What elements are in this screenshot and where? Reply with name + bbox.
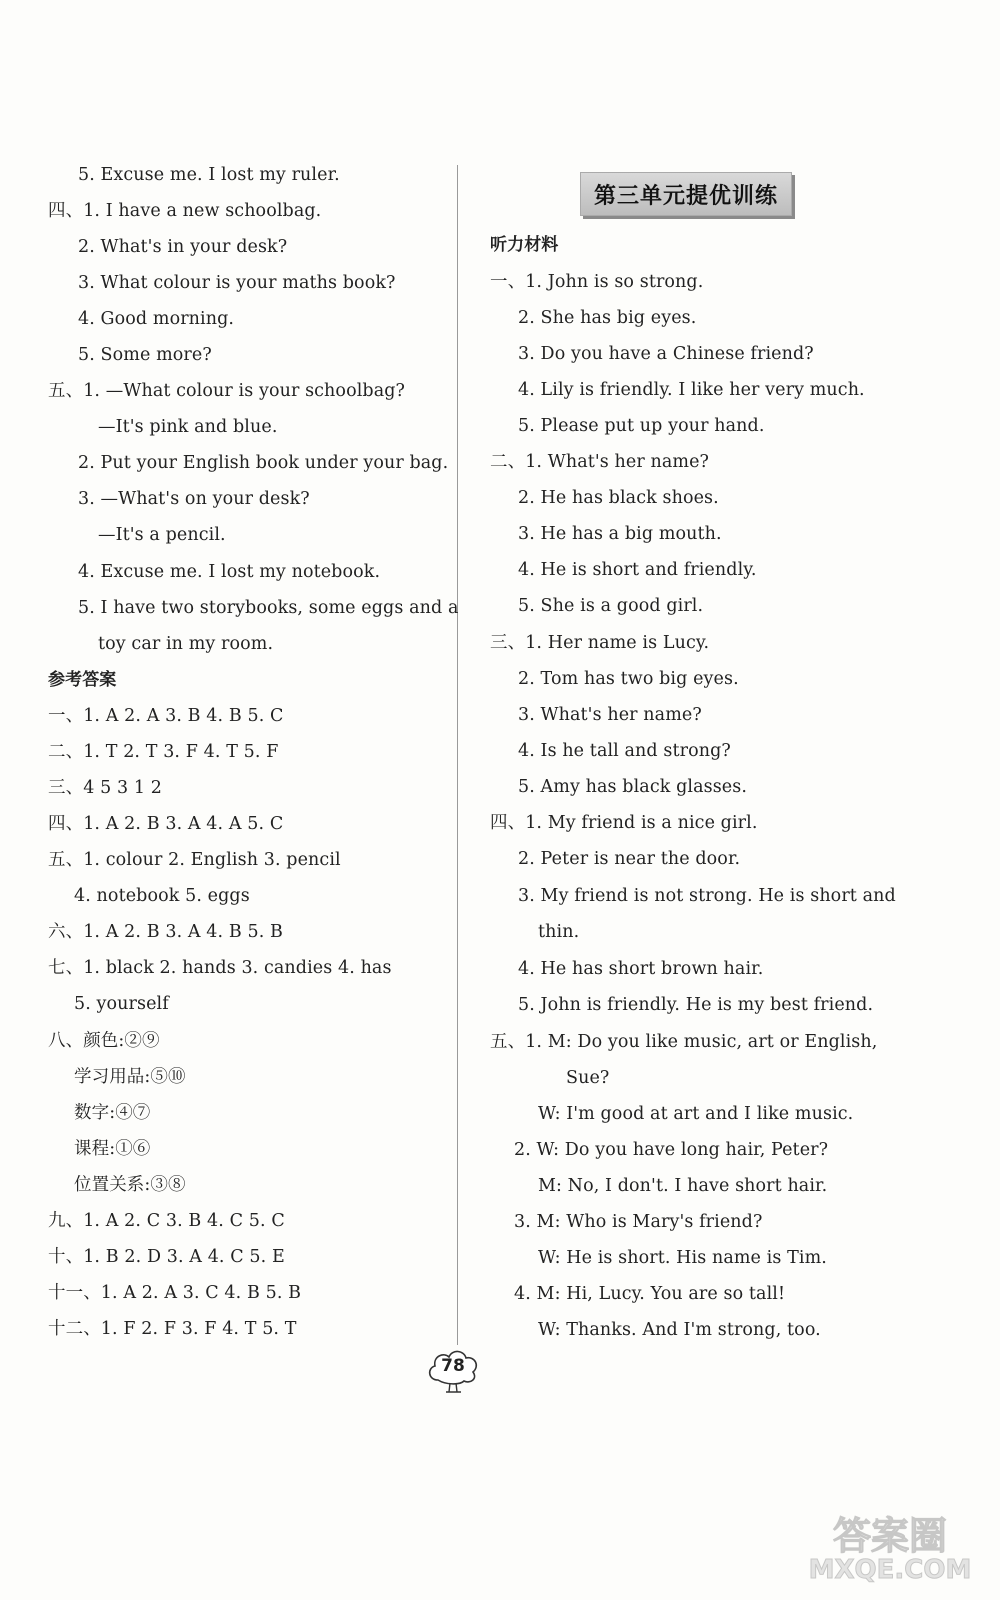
right-line: 5. She is a good girl.: [518, 596, 704, 616]
left-line: 一、1. A 2. A 3. B 4. B 5. C: [48, 706, 284, 726]
right-line: M: No, I don't. I have short hair.: [538, 1176, 828, 1196]
right-line: 五、1. M: Do you like music, art or English,: [490, 1032, 878, 1052]
left-line: 五、1. colour 2. English 3. pencil: [48, 850, 341, 870]
right-line: 2. Peter is near the door.: [518, 849, 741, 869]
right-line: 一、1. John is so strong.: [490, 272, 704, 292]
left-line: 八、颜色:②⑨: [48, 1031, 160, 1051]
left-line: 4. Good morning.: [78, 309, 235, 329]
left-line: 4. Excuse me. I lost my notebook.: [78, 562, 381, 582]
right-line: 5. Please put up your hand.: [518, 416, 765, 436]
left-line: 课程:①⑥: [74, 1139, 151, 1159]
right-line: 5. Amy has black glasses.: [518, 777, 747, 797]
right-line: 5. John is friendly. He is my best friend.: [518, 995, 874, 1015]
page-number: 78: [441, 1356, 465, 1376]
left-line: —It's pink and blue.: [98, 417, 278, 437]
right-line: 3. M: Who is Mary's friend?: [514, 1212, 763, 1232]
right-line: 3. Do you have a Chinese friend?: [518, 344, 814, 364]
left-line: 九、1. A 2. C 3. B 4. C 5. C: [48, 1211, 285, 1231]
right-line: W: He is short. His name is Tim.: [538, 1248, 827, 1268]
right-line: 二、1. What's her name?: [490, 452, 710, 472]
right-line: 三、1. Her name is Lucy.: [490, 633, 710, 653]
right-line: 4. M: Hi, Lucy. You are so tall!: [514, 1284, 786, 1304]
left-line: 4. notebook 5. eggs: [74, 886, 250, 906]
left-line: 十、1. B 2. D 3. A 4. C 5. E: [48, 1247, 285, 1267]
right-line: 2. She has big eyes.: [518, 308, 697, 328]
left-line: 学习用品:⑤⑩: [74, 1067, 186, 1087]
left-line: 3. —What's on your desk?: [78, 489, 310, 509]
watermark-domain: MXQE.COM: [808, 1555, 972, 1585]
left-line: 三、4 5 3 1 2: [48, 778, 163, 798]
left-line: 六、1. A 2. B 3. A 4. B 5. B: [48, 922, 284, 942]
right-line: 2. W: Do you have long hair, Peter?: [514, 1140, 829, 1160]
left-line: 四、1. I have a new schoolbag.: [48, 201, 322, 221]
answer-key-heading: 参考答案: [48, 670, 117, 690]
watermark-logo-text: 答案圈: [832, 1514, 947, 1558]
right-line: 3. He has a big mouth.: [518, 524, 722, 544]
left-line: 3. What colour is your maths book?: [78, 273, 396, 293]
right-line: W: I'm good at art and I like music.: [538, 1104, 854, 1124]
left-line: —It's a pencil.: [98, 525, 226, 545]
right-line: 2. Tom has two big eyes.: [518, 669, 739, 689]
left-line: 二、1. T 2. T 3. F 4. T 5. F: [48, 742, 279, 762]
right-line: 2. He has black shoes.: [518, 488, 719, 508]
right-line: 4. Is he tall and strong?: [518, 741, 731, 761]
right-line: W: Thanks. And I'm strong, too.: [538, 1320, 821, 1340]
right-line: 4. He has short brown hair.: [518, 959, 764, 979]
page-number-badge: [424, 1346, 482, 1396]
left-line: 位置关系:③⑧: [74, 1175, 186, 1195]
column-divider: [457, 165, 458, 1345]
left-line: 五、1. —What colour is your schoolbag?: [48, 381, 406, 401]
right-line: 3. My friend is not strong. He is short and: [518, 886, 896, 906]
listening-material-heading: 听力材料: [490, 235, 559, 255]
left-line: 5. Excuse me. I lost my ruler.: [78, 165, 340, 185]
right-line: 四、1. My friend is a nice girl.: [490, 813, 758, 833]
left-line: 数字:④⑦: [74, 1103, 151, 1123]
right-line: 4. Lily is friendly. I like her very much.: [518, 380, 865, 400]
unit-banner-title: 第三单元提优训练: [580, 172, 792, 216]
left-line: 2. Put your English book under your bag.: [78, 453, 449, 473]
site-watermark: [805, 1505, 975, 1595]
left-line: 七、1. black 2. hands 3. candies 4. has: [48, 958, 392, 978]
left-line: 5. yourself: [74, 994, 169, 1014]
left-line: 2. What's in your desk?: [78, 237, 288, 257]
left-line: toy car in my room.: [98, 634, 274, 654]
left-line: 5. Some more?: [78, 345, 212, 365]
left-line: 十二、1. F 2. F 3. F 4. T 5. T: [48, 1319, 297, 1339]
right-line: Sue?: [566, 1068, 610, 1088]
right-line: thin.: [538, 922, 580, 942]
right-line: 3. What's her name?: [518, 705, 702, 725]
left-line: 5. I have two storybooks, some eggs and a: [78, 598, 459, 618]
left-line: 四、1. A 2. B 3. A 4. A 5. C: [48, 814, 284, 834]
left-line: 十一、1. A 2. A 3. C 4. B 5. B: [48, 1283, 302, 1303]
right-line: 4. He is short and friendly.: [518, 560, 757, 580]
